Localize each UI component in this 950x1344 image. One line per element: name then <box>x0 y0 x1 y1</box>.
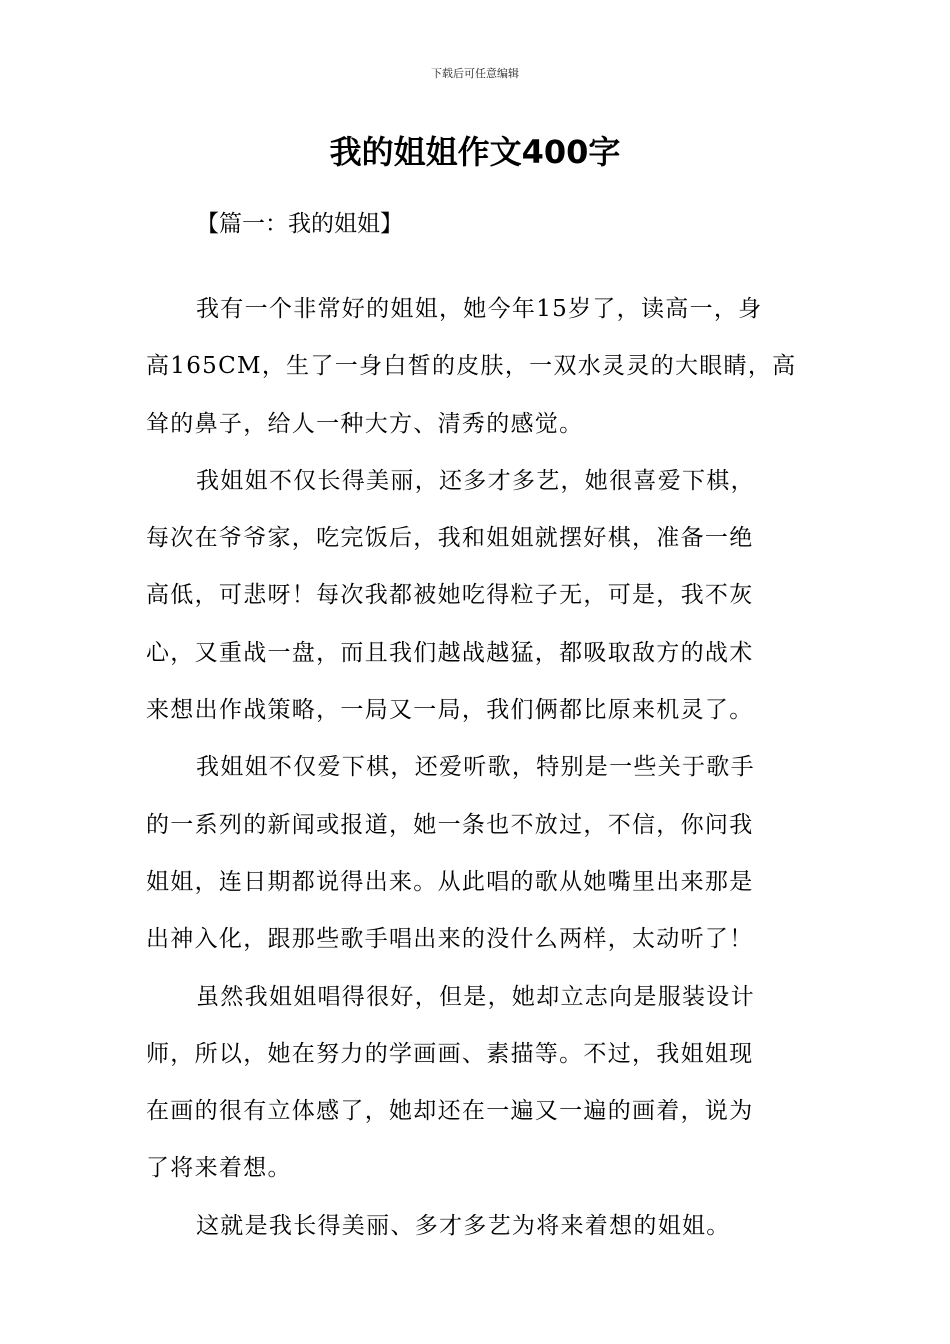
document-title: 我的姐姐作文400字 <box>329 133 621 171</box>
document-body <box>146 196 814 1255</box>
paragraph-line: 我有一个非常好的姐姐，她今年15岁了，读高一，身 <box>196 296 763 322</box>
paragraph-line: 这就是我长得美丽、多才多艺为将来着想的姐姐。 <box>196 1212 731 1239</box>
paragraph-line: 高低，可悲呀！每次我都被她吃得粒子无，可是，我不灰 <box>146 582 754 609</box>
paragraph-line: 来想出作战策略，一局又一局，我们俩都比原来机灵了。 <box>146 697 754 724</box>
paragraph-line: 姐姐，连日期都说得出来。从此唱的歌从她嘴里出来那是 <box>146 868 754 895</box>
paragraph-line: 了将来着想。 <box>146 1155 292 1182</box>
paragraph-5 <box>146 1198 814 1255</box>
paragraph-line: 在画的很有立体感了，她却还在一遍又一遍的画着，说为 <box>146 1098 754 1125</box>
paragraph-line: 高165CM，生了一身白皙的皮肤，一双水灵灵的大眼睛，高 <box>146 353 797 380</box>
paragraph-line: 的一系列的新闻或报道，她一条也不放过，不信，你问我 <box>146 811 754 838</box>
paragraph-line: 我姐姐不仅长得美丽，还多才多艺，她很喜爱下棋， <box>196 467 755 494</box>
paragraph-line: 出神入化，跟那些歌手唱出来的没什么两样，太动听了！ <box>146 926 754 953</box>
paragraph-line: 我姐姐不仅爱下棋，还爱听歌，特别是一些关于歌手 <box>196 754 755 781</box>
paragraph-3 <box>146 739 814 968</box>
paragraph-line: 虽然我姐姐唱得很好，但是，她却立志向是服装设计 <box>196 983 755 1010</box>
paragraph-1 <box>146 281 814 453</box>
paragraph-2 <box>146 453 814 739</box>
paragraph-line: 师，所以，她在努力的学画画、素描等。不过，我姐姐现 <box>146 1040 754 1067</box>
paragraph-line: 每次在爷爷家，吃完饭后，我和姐姐就摆好棋，准备一绝 <box>146 525 754 552</box>
paragraph-line: 耸的鼻子，给人一种大方、清秀的感觉。 <box>146 410 584 437</box>
paragraph-line: 心，又重战一盘，而且我们越战越猛，都吸取敌方的战术 <box>146 639 754 666</box>
header-note: 下载后可任意编辑 <box>431 67 519 80</box>
paragraph-4 <box>146 969 814 1198</box>
section-heading: 【篇一：我的姐姐】 <box>196 211 403 237</box>
